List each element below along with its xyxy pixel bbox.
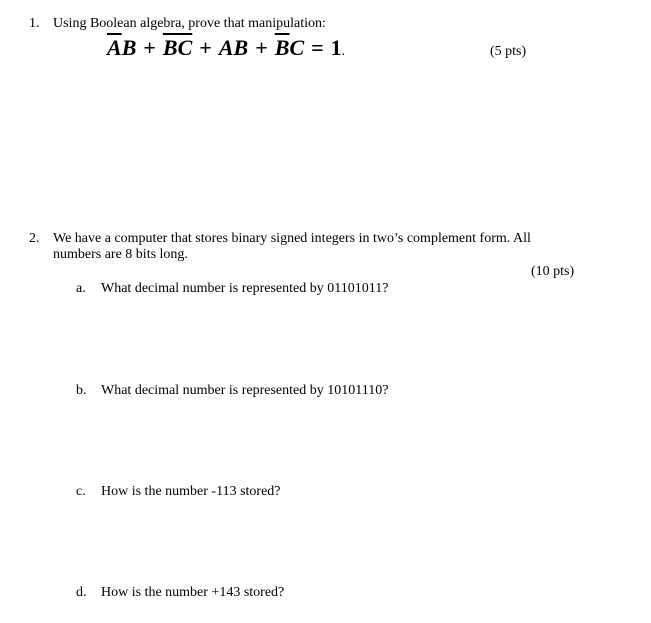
part-c-text: How is the number -113 stored?: [101, 484, 281, 499]
equation-plus-1: +: [143, 35, 156, 60]
equation-term4-b-complement: $\overline{B}$: [274, 35, 290, 60]
equation-term1-a-complement: $\overline{A}$: [107, 35, 122, 60]
equation-result: 1: [330, 35, 342, 60]
equation-equals: =: [311, 35, 324, 60]
part-a-text: What decimal number is represented by 01101011?: [101, 281, 389, 296]
equation-period: .: [341, 44, 346, 59]
question-1-prompt: Using Boolean algebra, prove that manipulation:: [53, 16, 326, 31]
boolean-equation: [107, 35, 345, 65]
part-b-letter: b.: [76, 383, 87, 398]
equation-term2-c-complement: $\overline{C}$: [177, 35, 193, 60]
part-c-letter: c.: [76, 484, 86, 499]
part-b-text: What decimal number is represented by 10101110?: [101, 383, 389, 398]
question-1-points: (5 pts): [490, 44, 527, 59]
equation-term1-b: B: [121, 35, 137, 60]
equation-plus-2: +: [199, 35, 212, 60]
equation-term3: AB: [218, 35, 249, 60]
question-2-points: (10 pts): [531, 264, 575, 279]
part-a-letter: a.: [76, 281, 86, 296]
question-2-prompt: We have a computer that stores binary signed integers in two’s complement form. All numbers are 8 bits long.: [53, 231, 531, 262]
equation-plus-3: +: [255, 35, 268, 60]
question-2-number: 2.: [29, 231, 40, 246]
part-d-letter: d.: [76, 585, 87, 600]
part-d-text: How is the number +143 stored?: [101, 585, 285, 600]
equation-term4-c: C: [289, 35, 305, 60]
equation-term2-b-complement: $\overline{B}$: [162, 35, 178, 60]
question-1-number: 1.: [29, 16, 40, 31]
